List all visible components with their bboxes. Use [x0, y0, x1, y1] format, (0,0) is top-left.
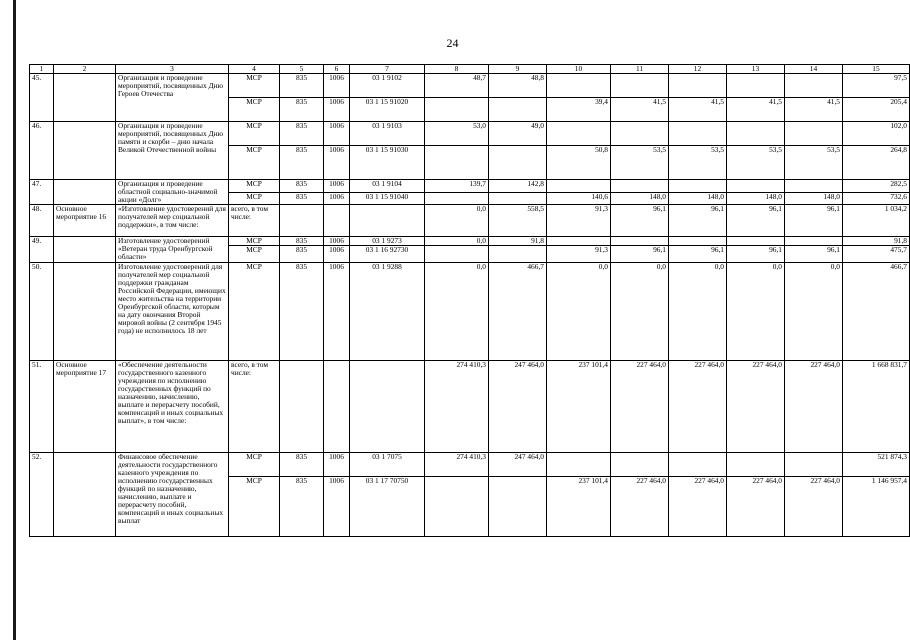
program-table — [29, 64, 910, 537]
amount-cell: 148,0 — [611, 192, 669, 205]
row-number-cell: 46. — [30, 122, 54, 180]
measure-cell: Основное мероприятие 17 — [54, 360, 116, 452]
amount-cell — [727, 74, 785, 98]
amount-cell: 558,5 — [489, 205, 547, 237]
amount-cell: 227 464,0 — [785, 360, 843, 452]
measure-cell — [54, 452, 116, 536]
grbs-code-cell: 835 — [280, 452, 324, 476]
amount-cell — [547, 452, 611, 476]
amount-cell: 91,3 — [547, 246, 611, 262]
executor-cell: всего, в том числе: — [229, 205, 280, 237]
amount-cell: 41,5 — [669, 98, 727, 122]
amount-cell: 148,0 — [669, 192, 727, 205]
amount-cell: 1 034,2 — [843, 205, 910, 237]
section-code-cell: 1006 — [324, 146, 350, 180]
amount-cell: 227 464,0 — [727, 476, 785, 536]
amount-cell: 0,0 — [785, 262, 843, 360]
amount-cell — [489, 246, 547, 262]
grbs-code-cell: 835 — [280, 180, 324, 193]
amount-cell — [669, 180, 727, 193]
amount-cell: 50,8 — [547, 146, 611, 180]
grbs-code-cell: 835 — [280, 146, 324, 180]
target-article-cell — [350, 360, 425, 452]
grbs-code-cell: 835 — [280, 262, 324, 360]
amount-cell: 264,8 — [843, 146, 910, 180]
target-article-cell: 03 1 9273 — [350, 237, 425, 246]
grbs-code-cell: 835 — [280, 192, 324, 205]
section-code-cell: 1006 — [324, 476, 350, 536]
measure-cell — [54, 74, 116, 122]
row-number-cell: 49. — [30, 237, 54, 262]
row-number-cell: 50. — [30, 262, 54, 360]
amount-cell: 0,0 — [425, 205, 489, 237]
amount-cell: 466,7 — [843, 262, 910, 360]
grbs-code-cell: 835 — [280, 237, 324, 246]
amount-cell: 142,8 — [489, 180, 547, 193]
amount-cell: 247 464,0 — [489, 360, 547, 452]
executor-cell: МСР — [229, 476, 280, 536]
grbs-code-cell: 835 — [280, 98, 324, 122]
amount-cell: 227 464,0 — [785, 476, 843, 536]
amount-cell — [425, 476, 489, 536]
executor-cell: МСР — [229, 192, 280, 205]
table-row — [30, 205, 910, 237]
amount-cell: 140,6 — [547, 192, 611, 205]
amount-cell: 1 668 831,7 — [843, 360, 910, 452]
amount-cell — [547, 180, 611, 193]
activity-name-cell: Изготовление удостоверений для получателей мер социальной поддержки гражданам Российской Федерации, имеющих место жительства на территории Оренбургской области, которым на дату окончания Второй мировой войны (2 сентября 1945 года) не исполнилось 18 лет — [116, 262, 229, 360]
target-article-cell: 03 1 15 91020 — [350, 98, 425, 122]
executor-cell: МСР — [229, 74, 280, 98]
amount-cell: 39,4 — [547, 98, 611, 122]
amount-cell: 227 464,0 — [611, 360, 669, 452]
amount-cell: 237 101,4 — [547, 360, 611, 452]
amount-cell: 521 874,3 — [843, 452, 910, 476]
amount-cell — [785, 122, 843, 146]
amount-cell: 96,1 — [669, 205, 727, 237]
amount-cell: 282,5 — [843, 180, 910, 193]
column-header: 11 — [611, 65, 669, 74]
activity-name-cell: Организация и проведение мероприятий, посвященных Дню Героев Отечества — [116, 74, 229, 122]
amount-cell — [489, 476, 547, 536]
amount-cell — [669, 122, 727, 146]
column-header: 13 — [727, 65, 785, 74]
target-article-cell: 03 1 9103 — [350, 122, 425, 146]
amount-cell: 41,5 — [611, 98, 669, 122]
amount-cell: 274 410,3 — [425, 360, 489, 452]
section-code-cell: 1006 — [324, 74, 350, 98]
grbs-code-cell: 835 — [280, 476, 324, 536]
row-number-cell: 47. — [30, 180, 54, 205]
section-code-cell: 1006 — [324, 122, 350, 146]
amount-cell — [425, 98, 489, 122]
target-article-cell: 03 1 17 70750 — [350, 476, 425, 536]
section-code-cell: 1006 — [324, 452, 350, 476]
amount-cell: 48,7 — [425, 74, 489, 98]
amount-cell: 0,0 — [611, 262, 669, 360]
amount-cell: 0,0 — [669, 262, 727, 360]
column-header: 10 — [547, 65, 611, 74]
amount-cell: 91,8 — [843, 237, 910, 246]
target-article-cell: 03 1 15 91030 — [350, 146, 425, 180]
amount-cell: 227 464,0 — [669, 476, 727, 536]
target-article-cell: 03 1 15 91040 — [350, 192, 425, 205]
executor-cell: МСР — [229, 180, 280, 193]
measure-cell — [54, 237, 116, 262]
column-header: 5 — [280, 65, 324, 74]
column-header: 2 — [54, 65, 116, 74]
row-number-cell: 45. — [30, 74, 54, 122]
executor-cell: МСР — [229, 98, 280, 122]
table-body — [30, 74, 910, 537]
column-header: 3 — [116, 65, 229, 74]
amount-cell: 53,0 — [425, 122, 489, 146]
table-row — [30, 180, 910, 193]
amount-cell: 0,0 — [547, 262, 611, 360]
target-article-cell: 03 1 7075 — [350, 452, 425, 476]
measure-cell: Основное мероприятие 16 — [54, 205, 116, 237]
amount-cell: 247 464,0 — [489, 452, 547, 476]
section-code-cell: 1006 — [324, 237, 350, 246]
amount-cell — [611, 452, 669, 476]
column-header: 4 — [229, 65, 280, 74]
section-code-cell: 1006 — [324, 98, 350, 122]
amount-cell — [425, 246, 489, 262]
amount-cell: 96,1 — [611, 246, 669, 262]
scan-edge-bar — [13, 0, 16, 640]
amount-cell: 205,4 — [843, 98, 910, 122]
activity-name-cell: Финансовое обеспечение деятельности государственного казенного учреждения по исполнению государственных функций по назначению, начислению, выплате и перерасчету пособий, компенсаций и иных социальных выплат — [116, 452, 229, 536]
section-code-cell: 1006 — [324, 262, 350, 360]
amount-cell: 53,5 — [785, 146, 843, 180]
amount-cell: 91,8 — [489, 237, 547, 246]
executor-cell: всего, в том числе: — [229, 360, 280, 452]
row-number-cell: 52. — [30, 452, 54, 536]
executor-cell: МСР — [229, 237, 280, 246]
amount-cell — [669, 74, 727, 98]
table-row — [30, 360, 910, 452]
column-header: 1 — [30, 65, 54, 74]
amount-cell: 96,1 — [785, 246, 843, 262]
amount-cell: 0,0 — [727, 262, 785, 360]
page-number: 24 — [446, 36, 459, 50]
section-code-cell: 1006 — [324, 180, 350, 193]
column-header: 9 — [489, 65, 547, 74]
column-header: 12 — [669, 65, 727, 74]
executor-cell: МСР — [229, 122, 280, 146]
amount-cell — [611, 122, 669, 146]
executor-cell: МСР — [229, 246, 280, 262]
column-header: 15 — [843, 65, 910, 74]
amount-cell: 48,8 — [489, 74, 547, 98]
amount-cell: 1 146 957,4 — [843, 476, 910, 536]
section-code-cell: 1006 — [324, 192, 350, 205]
amount-cell: 227 464,0 — [669, 360, 727, 452]
executor-cell: МСР — [229, 146, 280, 180]
amount-cell — [727, 452, 785, 476]
activity-name-cell: «Обеспечение деятельности государственного казенного учреждения по исполнению государственных функций по назначению, начислению, выплате и перерасчету пособий, компенсаций и иных социальных выплат», в том числе: — [116, 360, 229, 452]
amount-cell: 466,7 — [489, 262, 547, 360]
amount-cell: 41,5 — [727, 98, 785, 122]
amount-cell: 139,7 — [425, 180, 489, 193]
section-code-cell — [324, 205, 350, 237]
row-number-cell: 51. — [30, 360, 54, 452]
activity-name-cell: Организация и проведение областной социально-значимой акции «Долг» — [116, 180, 229, 205]
amount-cell — [611, 180, 669, 193]
grbs-code-cell — [280, 205, 324, 237]
amount-cell: 227 464,0 — [611, 476, 669, 536]
table-row — [30, 262, 910, 360]
amount-cell: 148,0 — [727, 192, 785, 205]
table-row — [30, 122, 910, 146]
row-number-cell: 48. — [30, 205, 54, 237]
column-header: 8 — [425, 65, 489, 74]
table-row — [30, 74, 910, 98]
grbs-code-cell: 835 — [280, 246, 324, 262]
target-article-cell: 03 1 9102 — [350, 74, 425, 98]
amount-cell — [669, 452, 727, 476]
table-row — [30, 452, 910, 476]
amount-cell: 41,5 — [785, 98, 843, 122]
amount-cell: 237 101,4 — [547, 476, 611, 536]
amount-cell: 148,0 — [785, 192, 843, 205]
amount-cell — [727, 180, 785, 193]
activity-name-cell: Изготовление удостоверений «Ветеран труда Оренбургской области» — [116, 237, 229, 262]
column-header: 6 — [324, 65, 350, 74]
amount-cell: 53,5 — [669, 146, 727, 180]
amount-cell: 96,1 — [727, 205, 785, 237]
amount-cell: 97,5 — [843, 74, 910, 98]
executor-cell: МСР — [229, 452, 280, 476]
amount-cell — [489, 98, 547, 122]
amount-cell — [489, 192, 547, 205]
executor-cell: МСР — [229, 262, 280, 360]
grbs-code-cell: 835 — [280, 74, 324, 98]
activity-name-cell: Организация и проведение мероприятий, посвященных Дню памяти и скорби – дню начала Великой Отечественной войны — [116, 122, 229, 180]
measure-cell — [54, 180, 116, 205]
column-header: 7 — [350, 65, 425, 74]
amount-cell: 96,1 — [611, 205, 669, 237]
amount-cell: 274 410,3 — [425, 452, 489, 476]
amount-cell: 475,7 — [843, 246, 910, 262]
amount-cell — [785, 452, 843, 476]
amount-cell — [489, 146, 547, 180]
section-code-cell: 1006 — [324, 246, 350, 262]
grbs-code-cell: 835 — [280, 122, 324, 146]
amount-cell — [425, 146, 489, 180]
amount-cell — [785, 180, 843, 193]
amount-cell: 0,0 — [425, 262, 489, 360]
amount-cell: 53,5 — [727, 146, 785, 180]
section-code-cell — [324, 360, 350, 452]
target-article-cell: 03 1 9104 — [350, 180, 425, 193]
amount-cell: 96,1 — [785, 205, 843, 237]
column-header: 14 — [785, 65, 843, 74]
target-article-cell — [350, 205, 425, 237]
amount-cell — [547, 74, 611, 98]
amount-cell: 49,0 — [489, 122, 547, 146]
measure-cell — [54, 262, 116, 360]
grbs-code-cell — [280, 360, 324, 452]
amount-cell — [727, 122, 785, 146]
target-article-cell: 03 1 16 92730 — [350, 246, 425, 262]
activity-name-cell: «Изготовление удостоверений для получателей мер социальной поддержки», в том числе: — [116, 205, 229, 237]
amount-cell — [547, 122, 611, 146]
amount-cell — [785, 74, 843, 98]
amount-cell: 102,0 — [843, 122, 910, 146]
amount-cell: 96,1 — [727, 246, 785, 262]
target-article-cell: 03 1 9288 — [350, 262, 425, 360]
measure-cell — [54, 122, 116, 180]
amount-cell: 91,3 — [547, 205, 611, 237]
amount-cell: 0,0 — [425, 237, 489, 246]
amount-cell: 53,5 — [611, 146, 669, 180]
amount-cell — [611, 74, 669, 98]
amount-cell — [425, 192, 489, 205]
amount-cell: 96,1 — [669, 246, 727, 262]
amount-cell: 227 464,0 — [727, 360, 785, 452]
amount-cell: 732,6 — [843, 192, 910, 205]
